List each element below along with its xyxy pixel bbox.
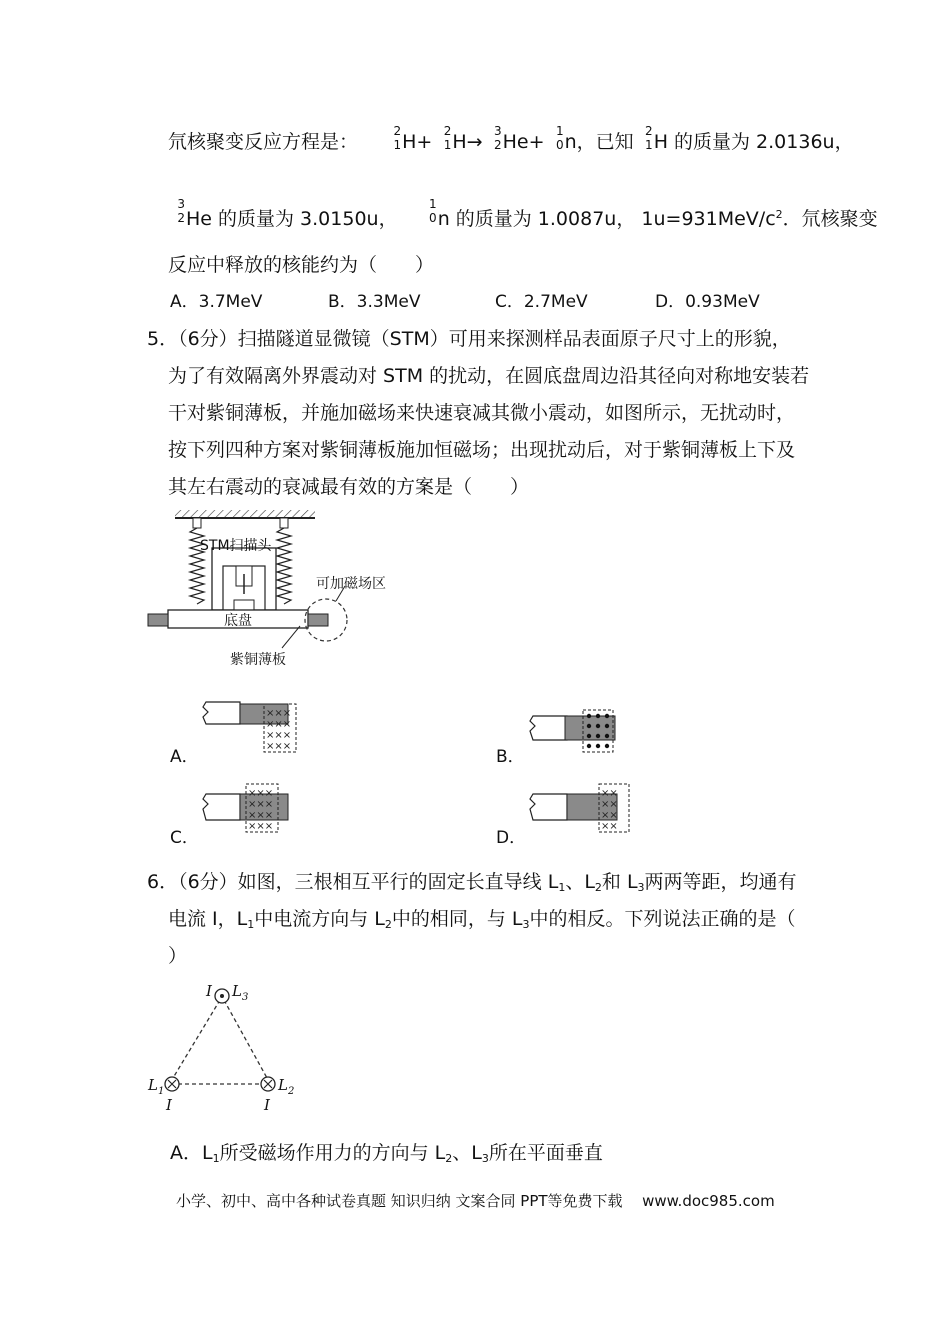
nuclide-neutron: 1 0 bbox=[555, 124, 564, 152]
field-crosses: ××× bbox=[266, 741, 292, 752]
copper-plate-right bbox=[308, 614, 328, 626]
field-crosses: ××× bbox=[248, 799, 274, 810]
q5-line-4: 按下列四种方案对紫铜薄板施加恒磁场；出现扰动后，对于紫铜薄板上下及 bbox=[168, 439, 796, 461]
footer-text: 小学、初中、高中各种试卷真题 知识归纳 文案合同 PPT等免费下载 bbox=[176, 1192, 623, 1210]
current-label-left: I bbox=[166, 1096, 172, 1114]
label-l1: $L_1$ bbox=[148, 1076, 165, 1097]
nuclide-deuterium-3: 2 1 bbox=[645, 124, 653, 152]
q5-line-1: 5．（6分）扫描隧道显微镜（STM）可用来探测样品表面原子尺寸上的形貌， bbox=[147, 328, 791, 350]
side-left bbox=[173, 1000, 220, 1078]
q4-option-d[interactable]: D．0.93MeV bbox=[655, 292, 760, 312]
field-crosses: ×× bbox=[601, 821, 618, 832]
q5-line-5: 其左右震动的衰减最有效的方案是（ ） bbox=[168, 476, 530, 498]
field-crosses: ××× bbox=[266, 708, 292, 719]
base-edge bbox=[530, 716, 567, 740]
q4-lead: 氘核聚变反应方程是： bbox=[168, 131, 359, 153]
copper-plate-left bbox=[148, 614, 168, 626]
q5-option-b-figure bbox=[527, 708, 627, 756]
q6-line-3: ） bbox=[168, 945, 188, 967]
q5-option-b[interactable]: B． bbox=[496, 747, 525, 767]
page-footer bbox=[176, 1190, 775, 1211]
q4-line2: 3 2 He 的质量为 3.0150u， 1 0 n 的质量为 1.0087u， $1u=931MeV/c^2$．氘核聚变 bbox=[172, 203, 878, 231]
q5-option-c[interactable]: C． bbox=[170, 828, 199, 848]
spring-right bbox=[277, 528, 291, 604]
q6-line-1: 6．（6分）如图，三根相互平行的固定长直导线 $L_1$、$L_2$和 $L_3$两两等距，均通有 bbox=[147, 871, 797, 894]
field-crosses: ××× bbox=[266, 730, 292, 741]
q5-option-a[interactable]: A． bbox=[170, 747, 199, 767]
nuclide-deuterium-1: 2 1 bbox=[393, 124, 402, 152]
field-crosses: ×× bbox=[601, 810, 618, 821]
q6-line-2: 电流 I，$L_1$中电流方向与 $L_2$中的相同，与 $L_3$中的相反。下列说法正确的是（ bbox=[168, 908, 796, 931]
q4-option-c[interactable]: C．2.7MeV bbox=[495, 292, 588, 312]
field-zone-label: 可加磁场区 bbox=[316, 576, 386, 592]
nuclide-neutron-mass: 1 0 bbox=[429, 197, 437, 225]
q4-option-b[interactable]: B．3.3MeV bbox=[328, 292, 421, 312]
scan-head-label: STM扫描头 bbox=[200, 538, 272, 554]
sample bbox=[234, 600, 254, 610]
q5-line-2: 为了有效隔离外界震动对 STM 的扰动，在圆底盘周边沿其径向对称地安装若 bbox=[168, 365, 810, 387]
hanger-left bbox=[193, 518, 201, 528]
base-label: 底盘 bbox=[224, 613, 252, 629]
field-crosses: ×× bbox=[601, 799, 618, 810]
q5-option-c-figure bbox=[200, 782, 300, 834]
wire-l3-dot bbox=[220, 994, 224, 998]
plate-leader bbox=[282, 626, 300, 648]
stm-figure bbox=[140, 508, 410, 670]
field-crosses: ××× bbox=[248, 821, 274, 832]
q5-option-a-figure bbox=[200, 698, 300, 754]
base-edge bbox=[203, 794, 240, 820]
q4-option-a[interactable]: A．3.7MeV bbox=[170, 292, 263, 312]
side-right bbox=[224, 1000, 267, 1078]
footer-url[interactable]: www.doc985.com bbox=[642, 1192, 775, 1210]
base-edge bbox=[530, 794, 567, 820]
ceiling bbox=[175, 510, 315, 518]
q4-line1: 氘核聚变反应方程是： 2 1 H+ 2 1 H→ 3 2 He+ 1 0 n，已知 2 1 H 的质量为 2.0136u， bbox=[168, 124, 854, 153]
q5-line-3: 干对紫铜薄板，并施加磁场来快速衰减其微小震动，如图所示，无扰动时， bbox=[168, 402, 796, 424]
q5-option-d[interactable]: D． bbox=[496, 828, 527, 848]
field-crosses: ××× bbox=[248, 810, 274, 821]
field-crosses: ××× bbox=[266, 719, 292, 730]
q4-line3: 反应中释放的核能约为（ ） bbox=[168, 254, 435, 276]
wires-figure bbox=[140, 978, 310, 1118]
plate-label: 紫铜薄板 bbox=[230, 652, 286, 668]
q6-option-a[interactable]: A．$L_1$所受磁场作用力的方向与 $L_2$、$L_3$所在平面垂直 bbox=[170, 1142, 603, 1165]
label-l3: $L_3$ bbox=[232, 982, 249, 1003]
label-l2: $L_2$ bbox=[278, 1076, 295, 1097]
current-label-top: I bbox=[206, 982, 212, 1000]
nuclide-helium3: 3 2 bbox=[494, 124, 502, 152]
field-crosses: ××× bbox=[248, 788, 274, 799]
base-edge bbox=[203, 702, 240, 724]
nuclide-deuterium-2: 2 1 bbox=[443, 124, 452, 152]
q5-option-d-figure bbox=[527, 782, 637, 834]
hanger-right bbox=[280, 518, 288, 528]
field-crosses: ×× bbox=[601, 788, 618, 799]
current-label-right: I bbox=[264, 1096, 270, 1114]
nuclide-helium3-mass: 3 2 bbox=[177, 197, 185, 225]
